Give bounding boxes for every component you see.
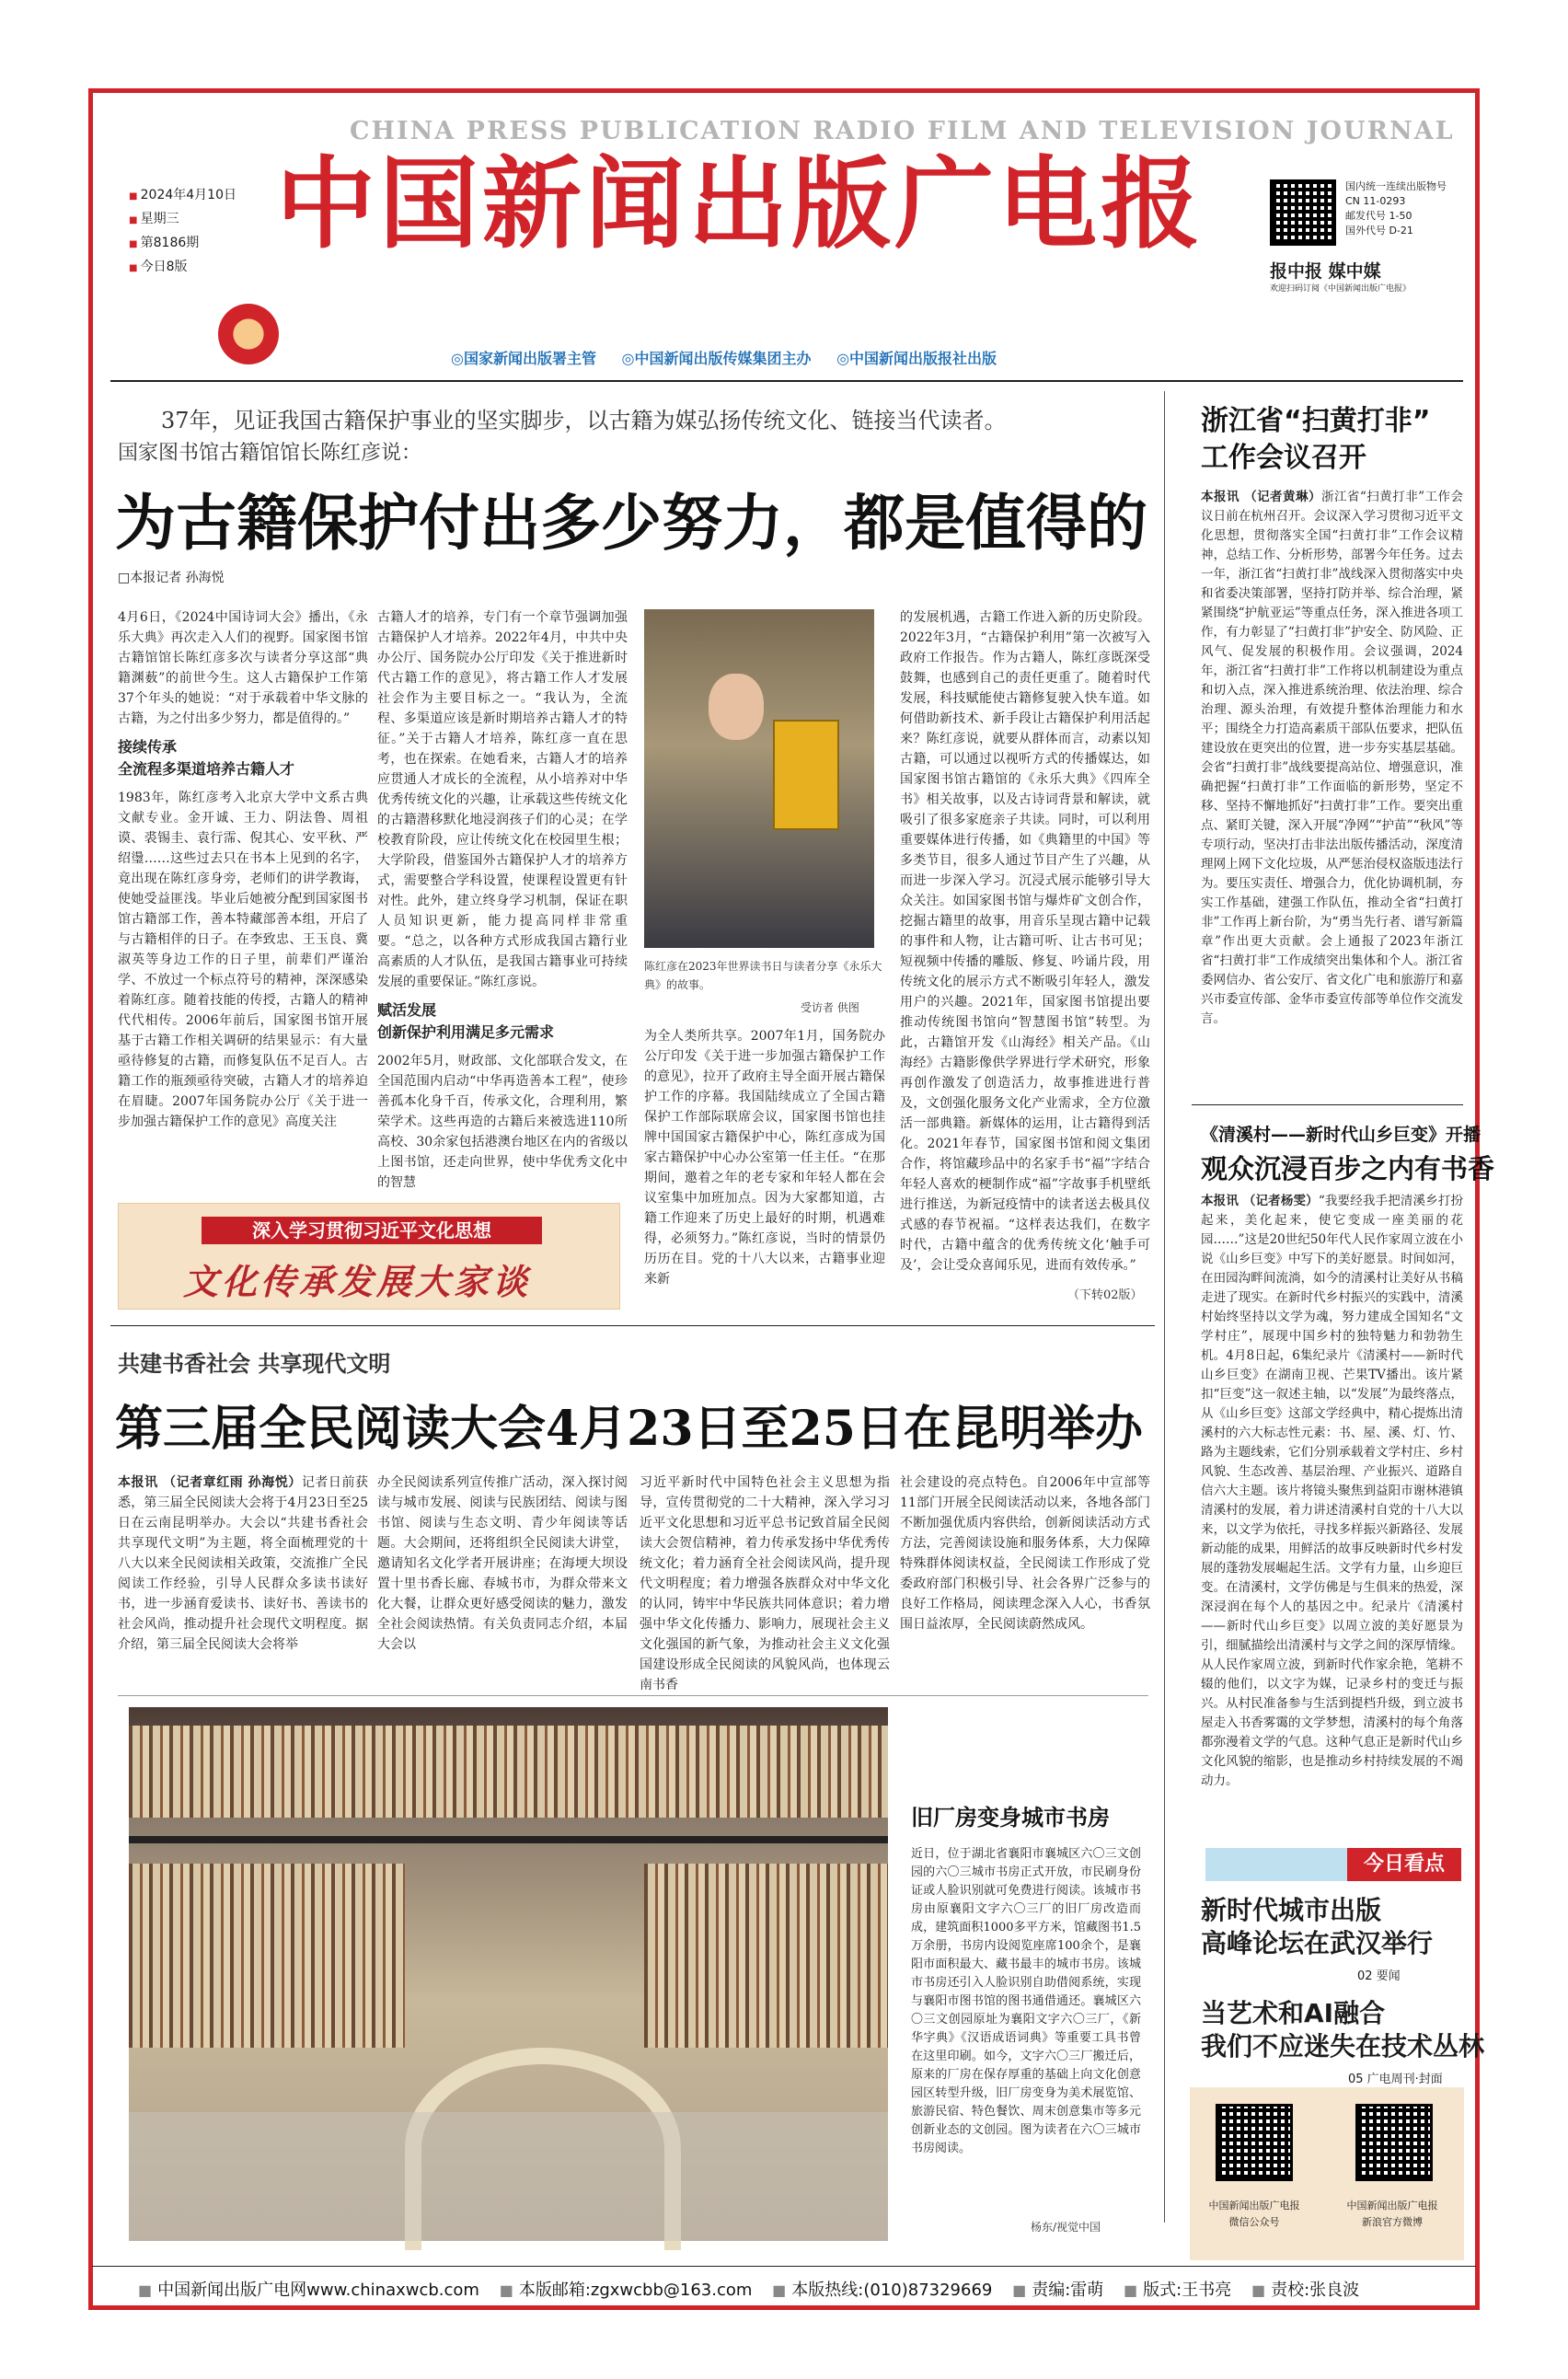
lead-column-1: 4月6日，《2024中国诗词大会》播出，《永乐大典》再次走入人们的视野。国家图书馆古籍馆馆长陈红彦多次与读者分享这部“典籍渊薮”的前世今生。这人古籍保护工作第37个年头的她说：“对于承载着中华文脉的古籍，为之付出多少努力，都是值得的。” 接续传承 全流程多渠道培养古籍人才 1983年，陈红彦考入北京大学中文系古典文献专业。金开诚、王力、阴法鲁、周祖谟、裘锡圭、袁行霈、倪其心、安平秋、严绍璗……这些过去只在书本上见到的名字，竟出现在陈红彦身旁，老师们的讲学教诲，使她受益匪浅。毕业后她被分配到国家图书馆古籍部工作，善本特藏部善本组，开启了与古籍相伴的日子。在李致忠、王玉良、冀淑英等身边工作的日子里，前辈们严谨治学、不放过一个标点符号的精神，深深感染着陈红彦。随着技能的传授，古籍人的精神代代相传。2006年前后，国家图书馆开展基于古籍工作相关调研的结果显示：有大量亟待修复的古籍，而修复队伍不足百人。古籍工作的瓶颈亟待突破，古籍人才的培养迫在眉睫。2007年国务院办公厅《关于进一步加强古籍保护工作的意见》高度关注 (118, 610, 368, 1129)
column-divider (1164, 391, 1165, 2223)
issue-date: ■ 2024年4月10日 (129, 184, 236, 208)
issue-pages: ■ 今日8版 (129, 256, 236, 280)
emblem-logo (218, 304, 279, 364)
photo-story-body: 近日，位于湖北省襄阳市襄城区六〇三文创园的六〇三城市书房正式开放，市民刷身份证或人脸识别就可免费进行阅读。该城市书房由原襄阳文字六〇三厂的旧厂房改造而成，建筑面积1000多平方米，馆藏图书1.5万余册，书房内设阅览座席100余个，是襄阳市面积最大、藏书最丰的城市书房。该城市书房还引入人脸识别自助借阅系统，实现与襄阳市图书馆的图书通借通还。襄城区六〇三文创园原址为襄阳文字六〇三厂，《新华字典》《汉语成语词典》等重要工具书曾在这里印刷。如今，文字六〇三厂搬迁后，原来的厂房在保存厚重的基础上向文化创意园区转型升级，旧厂房变身为美术展览馆、旅游民宿、特色餐饮、周末创意集市等多元创新业态的文创园。图为读者在六〇三城市书房阅读。 (911, 1847, 1141, 2155)
banner-bottom: 文化传承发展大家谈 (183, 1261, 532, 1302)
weibo-qr-icon[interactable] (1355, 2104, 1433, 2181)
issue-number: ■ 第8186期 (129, 232, 236, 256)
second-kicker: 共建书香社会 共享现代文明 (118, 1351, 391, 1377)
english-title: CHINA PRESS PUBLICATION RADIO FILM AND TELEVISION JOURNAL (350, 117, 1455, 145)
portrait-photo (644, 609, 874, 948)
portrait-caption: 陈红彦在2023年世界读书日与读者分享《永乐大典》的故事。 (644, 960, 882, 991)
bookstore-photo (129, 1707, 888, 2241)
footer (138, 2277, 1374, 2301)
lead-subhead-2b: 创新保护利用满足多元需求 (377, 1023, 555, 1041)
today-item-1[interactable]: 新时代城市出版 高峰论坛在武汉举行 (1201, 1895, 1434, 1958)
today-item-2[interactable]: 当艺术和AI融合 我们不应迷失在技术丛林 (1201, 1998, 1485, 2061)
sidebar-headline-1: 浙江省“扫黄打非” 工作会议召开 (1201, 405, 1431, 474)
footer-rule (92, 2266, 1476, 2267)
qr-code-icon[interactable] (1270, 179, 1336, 246)
newspaper-title: 中国新闻出版广电报 (276, 146, 1205, 262)
banner-top: 深入学习贯彻习近平文化思想 (202, 1217, 542, 1244)
photo-story-credit: 杨东/视觉中国 (1031, 2221, 1101, 2234)
lead-subhead-1b: 全流程多渠道培养古籍人才 (118, 760, 295, 778)
weibo-qr-label: 中国新闻出版广电报 新浪官方微博 (1346, 2200, 1438, 2228)
today-item-2-ref: 05 广电周刊·封面 (1348, 2073, 1443, 2086)
sidebar-rule (1192, 1104, 1463, 1105)
photo-story-title: 旧厂房变身城市书房 (911, 1804, 1110, 1830)
masthead-rule (110, 380, 1463, 382)
issue-info (129, 184, 236, 280)
second-headline: 第三届全民阅读大会4月23日至25日在昆明举办 (115, 1401, 1143, 1457)
qr-panel (1190, 2087, 1464, 2260)
book-prop (773, 720, 839, 830)
sidebar-story-1: 本报讯 （记者黄琳）浙江省“扫黄打非”工作会议日前在杭州召开。会议深入学习贯彻习近平文化思想，贯彻落实全国“扫黄打非”工作会议精神，总结工作、分析形势，部署今年任务。过去一年，浙江省“扫黄打非”战线深入贯彻落实中央和省委决策部署，坚持打防并举、综合治理，紧紧围绕“护航亚运”等重点任务，深入推进各项工作，有力彰显了“扫黄打非”护安全、防风险、正风气、促发展的积极作用。会议强调，2024年，浙江省“扫黄打非”工作将以机制建设为重点和切入点，深入推进系统治理、依法治理、综合治理、源头治理，有效提升整体治理能力和水平；围绕全力打造高素质干部队伍要求，把队伍建设放在更突出的位置，进一步夯实基层基础。会省“扫黄打非”战线要提高站位、增强意识，准确把握“扫黄打非”工作面临的新形势，坚定不移、坚持不懈地抓好“扫黄打非”工作。要突出重点、紧盯关键，深入开展“净网”“护苗”“秋风”等专项行动，坚决打击非法出版传播活动，深度清理网上网下文化垃圾，从严惩治侵权盗版违法行为。要压实责任、增强合力，优化协调机制，夯实工作基础，建强工作队伍，推动全省“扫黄打非”工作再上新台阶，为“勇当先行者、谱写新篇章”作出更大贡献。会上通报了2023年浙江省“扫黄打非”工作成绩突出集体和个人。浙江省委网信办、省公安厅、省文化广电和旅游厅和嘉兴市委宣传部、金华市委宣传部等单位作交流发言。 (1201, 490, 1464, 1026)
footer-proof: ■ 责校:张良波 (1251, 2281, 1359, 2300)
today-highlights-label: 今日看点 (1347, 1848, 1461, 1881)
publication-info: 国内统一连续出版物号 CN 11-0293 邮发代号 1-50 国外代号 D-21 (1345, 180, 1447, 237)
second-column-2: 办全民阅读系列宣传推广活动，深入探讨阅读与城市发展、阅读与民族团结、阅读与图书馆、阅读与生态文明、青少年阅读等话题。大会期间，还将组织全民阅读大讲堂，邀请知名文化学者开展讲座；在海埂大坝设置十里书香长廊、春城书市，为群众带来文化大餐，让群众更好感受阅读的魅力，激发全社会阅读热情。有关负责同志介绍，本届大会以 (377, 1475, 628, 1652)
lead-column-2: 古籍人才的培养，专门有一个章节强调加强古籍保护人才培养。2022年4月，中共中央办公厅、国务院办公厅印发《关于推进新时代古籍工作的意见》，将古籍工作人才发展社会作为主要目标之一。“我认为，全流程、多渠道应该是新时期培养古籍人才的特征。”关于古籍人才培养，陈红彦一直在思考，也在探索。在她看来，古籍人才的培养应贯通人才成长的全流程，从小培养对中华优秀传统文化的兴趣，让承载这些传统文化的古籍潜移默化地浸润孩子们的心灵；在学校教育阶段，应让传统文化在校园里生根；大学阶段，借鉴国外古籍保护人才的培养方式，需要整合学科设置，使课程设置更有针对性。此外，建立终身学习机制，保证在职人员知识更新，能力提高同样非常重要。“总之，以各种方式形成我国古籍行业高素质的人才队伍，是我国古籍事业可持续发展的重要保证。”陈红彦说。 赋活发展 创新保护利用满足多元需求 2002年5月，财政部、文化部联合发文，在全国范围内启动“中华再造善本工程”，使珍善孤本化身千百，传承文化，合理利用，繁荣学术。这些再造的古籍后来被选进110所高校、30余家包括港澳台地区在内的省级以上图书馆，还走向世界，使中华优秀文化中的智慧 (377, 610, 628, 1190)
portrait-credit: 受访者 供图 (801, 1001, 859, 1014)
footer-hotline: ■ 本版热线:(010)87329669 (772, 2281, 992, 2300)
lead-subhead-1a: 接续传承 (118, 738, 178, 756)
sponsor-line: ◎国家新闻出版署主管 ◎中国新闻出版传媒集团主办 ◎中国新闻出版报社出版 (451, 350, 997, 367)
footer-designer: ■ 版式:王书亮 (1124, 2281, 1231, 2300)
continued-note: （下转02版） (1067, 1288, 1143, 1302)
lead-subhead-2a: 赋活发展 (377, 1001, 437, 1019)
section-rule (110, 1325, 1155, 1326)
lead-kicker: 37年，见证我国古籍保护事业的坚实脚步，以古籍为媒弘扬传统文化、链接当代读者。 (161, 408, 1007, 433)
second-column-1: 本报讯 （记者章红雨 孙海悦）记者日前获悉，第三届全民阅读大会将于4月23日至25日在云南昆明举办。大会以“共建书香社会 共享现代文明”为主题，将全面梳理党的十八大以来全民阅读相关政策，交流推广全民阅读工作经验，引导人民群众多读书读好书，进一步涵育爱读书、读好书、善读书的社会风尚，推动提升社会现代文明程度。据介绍，第三届全民阅读大会将举 (118, 1475, 369, 1652)
lead-column-3: 为全人类所共享。2007年1月，国务院办公厅印发《关于进一步加强古籍保护工作的意见》，拉开了政府主导全面开展古籍保护工作的序幕。我国陆续成立了全国古籍保护工作部际联席会议，国家图书馆也挂牌中国国家古籍保护中心，陈红彦成为国家古籍保护中心办公室第一任主任。“在那期间，邀着之年的老专家和年轻人都在会议室集中加班加点。因为大家都知道，古籍工作迎来了历史上最好的时期，机遇难得，必须努力。”陈红彦说，当时的情景仍历历在目。党的十八大以来，古籍事业迎来新 (644, 1029, 885, 1287)
face-shape (709, 674, 764, 740)
sidebar-kicker-2: 《清溪村——新时代山乡巨变》开播 (1201, 1125, 1482, 1145)
second-column-4: 社会建设的亮点特色。自2006年中宣部等11部门开展全民阅读活动以来，各地各部门不断加强优质内容供给，创新阅读活动方式方法，完善阅读设施和服务体系，大力保障特殊群体阅读权益，全民阅读工作形成了党委政府部门积极引导、社会各界广泛参与的良好工作格局，阅读理念深入人心，书香氛围日益浓厚，全民阅读蔚然成风。 (900, 1475, 1150, 1632)
issue-weekday: ■ 星期三 (129, 208, 236, 232)
footer-email[interactable]: ■ 本版邮箱:zgxwcbb@163.com (500, 2281, 753, 2300)
lead-headline: 为古籍保护付出多少努力，都是值得的 (115, 487, 1147, 559)
wechat-qr-label: 中国新闻出版广电报 微信公众号 (1208, 2200, 1300, 2228)
second-column-3: 习近平新时代中国特色社会主义思想为指导，宣传贯彻党的二十大精神，深入学习习近平文化思想和习近平总书记致首届全民阅读大会贺信精神，着力传承发扬中华优秀传统文化；着力涵育全社会阅读风尚，提升现代文明程度；着力增强各族群众对中华文化的认同，铸牢中华民族共同体意识；着力增强中华文化传播力、影响力，展现社会主义文化强国的新气象，为推动社会主义文化强国建设形成全民阅读的风貌风尚，也体现云南书香 (640, 1475, 890, 1692)
lead-column-4: 的发展机遇，古籍工作进入新的历史阶段。2022年3月，“古籍保护利用”第一次被写入政府工作报告。作为古籍人，陈红彦既深受鼓舞，也感到自己的责任更重了。随着时代发展，科技赋能使古籍修复驶入快车道。如何借助新技术、新手段让古籍保护利用活起来？陈红彦说，就要从群体而言，动素以知古籍，可以通过以视听方式的传播媒达，如国家图书馆古籍馆的《永乐大典》《四库全书》相关故事，以及古诗词背景和解读，就吸引了很多家庭亲子共读。同时，可以利用重要媒体进行传播，如《典籍里的中国》等多类节目，很多人通过节目产生了兴趣，从而进一步深入学习。沉浸式展示能够引导大众关注。如国家图书馆与爆炸矿文创合作，挖掘古籍里的故事，用音乐呈现古籍中记载的事件和人物，让古籍可听、让古书可见；短视频中传播的雕版、修复、吟诵片段，用传统文化的展示方式不断吸引年轻人，激发用户的兴趣。2021年，国家图书馆提出要推动传统图书馆向“智慧图书馆”转型。为此，古籍馆开发《山海经》相关产品。《山海经》古籍影像供学界进行学术研究，形象再创作激发了创造活力，故事推进进行普及，文创强化服务文化产业需求，全方位激活一部典籍。新媒体的运用，让古籍得到活化。2021年春节，国家图书馆和阅文集团合作，将馆藏珍品中的名家手书“福”字结合年轻人喜欢的梗制作成“福”字故事手机壁纸进行推送，为新冠疫情中的读者送去极具仪式感的春节祝福。“这样表达我们，在数字时代，古籍中蕴含的优秀传统文化‘触手可及’，会让受众喜闻乐见，进而有效传承。” (900, 610, 1150, 1273)
sidebar-story-2: 本报讯 （记者杨雯）“我要经我手把清溪乡打扮起来，美化起来，使它变成一座美丽的花园……”这是20世纪50年代人民作家周立波在小说《山乡巨变》中写下的美好愿景。时间如河，在田园沟畔间流淌，如今的清溪村让美好从书稿走进了现实。在新时代乡村振兴的实践中，清溪村始终坚持以文学为魂，努力建成全国知名“文学村庄”，展现中国乡村的独特魅力和勃勃生机。4月8日起，6集纪录片《清溪村——新时代山乡巨变》在湖南卫视、芒果TV播出。该片紧扣“巨变”这一叙述主轴，以“发展”为最终落点，从《山乡巨变》这部文学经典中，精心提炼出清溪村的六大标志性元素：书、屋、溪、灯、竹、路为主题线索，它们分别承载着文学村庄、乡村风貌、生态改善、基层治理、产业振兴、道路自信六大主题。该片将镜头聚焦到益阳市谢林港镇清溪村的发展，着力讲述清溪村自党的十八大以来，以文学为依托，寻找多样振兴新路径、发展新动能的成果，用鲜活的故事反映新时代乡村发展的蓬勃发展崛起生活。文学有力量，山乡迎巨变。在清溪村，文学仿佛是与生俱来的热爱，深深浸润在每个人的基因之中。纪录片《清溪村——新时代山乡巨变》以周立波的美好愿景为引，细腻描绘出清溪村与文学之间的深厚情缘。从人民作家周立波，到新时代作家余艳，笔耕不辍的他们，以文字为媒，记录乡村的变迁与振兴。从村民准备参与生活到提档升级，到立波书屋走入书香雾霭的文学梦想，清溪村的每个角落都弥漫着文学的气息。这种气息正是新时代山乡文化风貌的缩影，也是推动乡村持续发展的不竭动力。 (1201, 1194, 1464, 1788)
sidebar-headline-2: 观众沉浸百步之内有书香 (1201, 1153, 1495, 1184)
footer-website[interactable]: ■ 中国新闻出版广电网www.chinaxwcb.com (138, 2281, 479, 2300)
today-item-1-ref: 02 要闻 (1357, 1969, 1401, 1983)
lead-speaker: 国家图书馆古籍馆馆长陈红彦说： (118, 442, 422, 465)
subscribe-note: 欢迎扫码订阅《中国新闻出版广电报》 (1270, 284, 1412, 294)
slogan: 报中报 媒中媒 (1270, 261, 1381, 282)
today-highlights-bar (1205, 1848, 1461, 1881)
photo-box-top (118, 1695, 1148, 1696)
footer-editor: ■ 责编:雷萌 (1012, 2281, 1103, 2300)
second-byline: 本报讯 （记者章红雨 孙海悦） (118, 1475, 302, 1490)
wechat-qr-icon[interactable] (1216, 2104, 1293, 2181)
lead-byline: □本报记者 孙海悦 (118, 571, 225, 585)
column-banner (118, 1203, 620, 1310)
